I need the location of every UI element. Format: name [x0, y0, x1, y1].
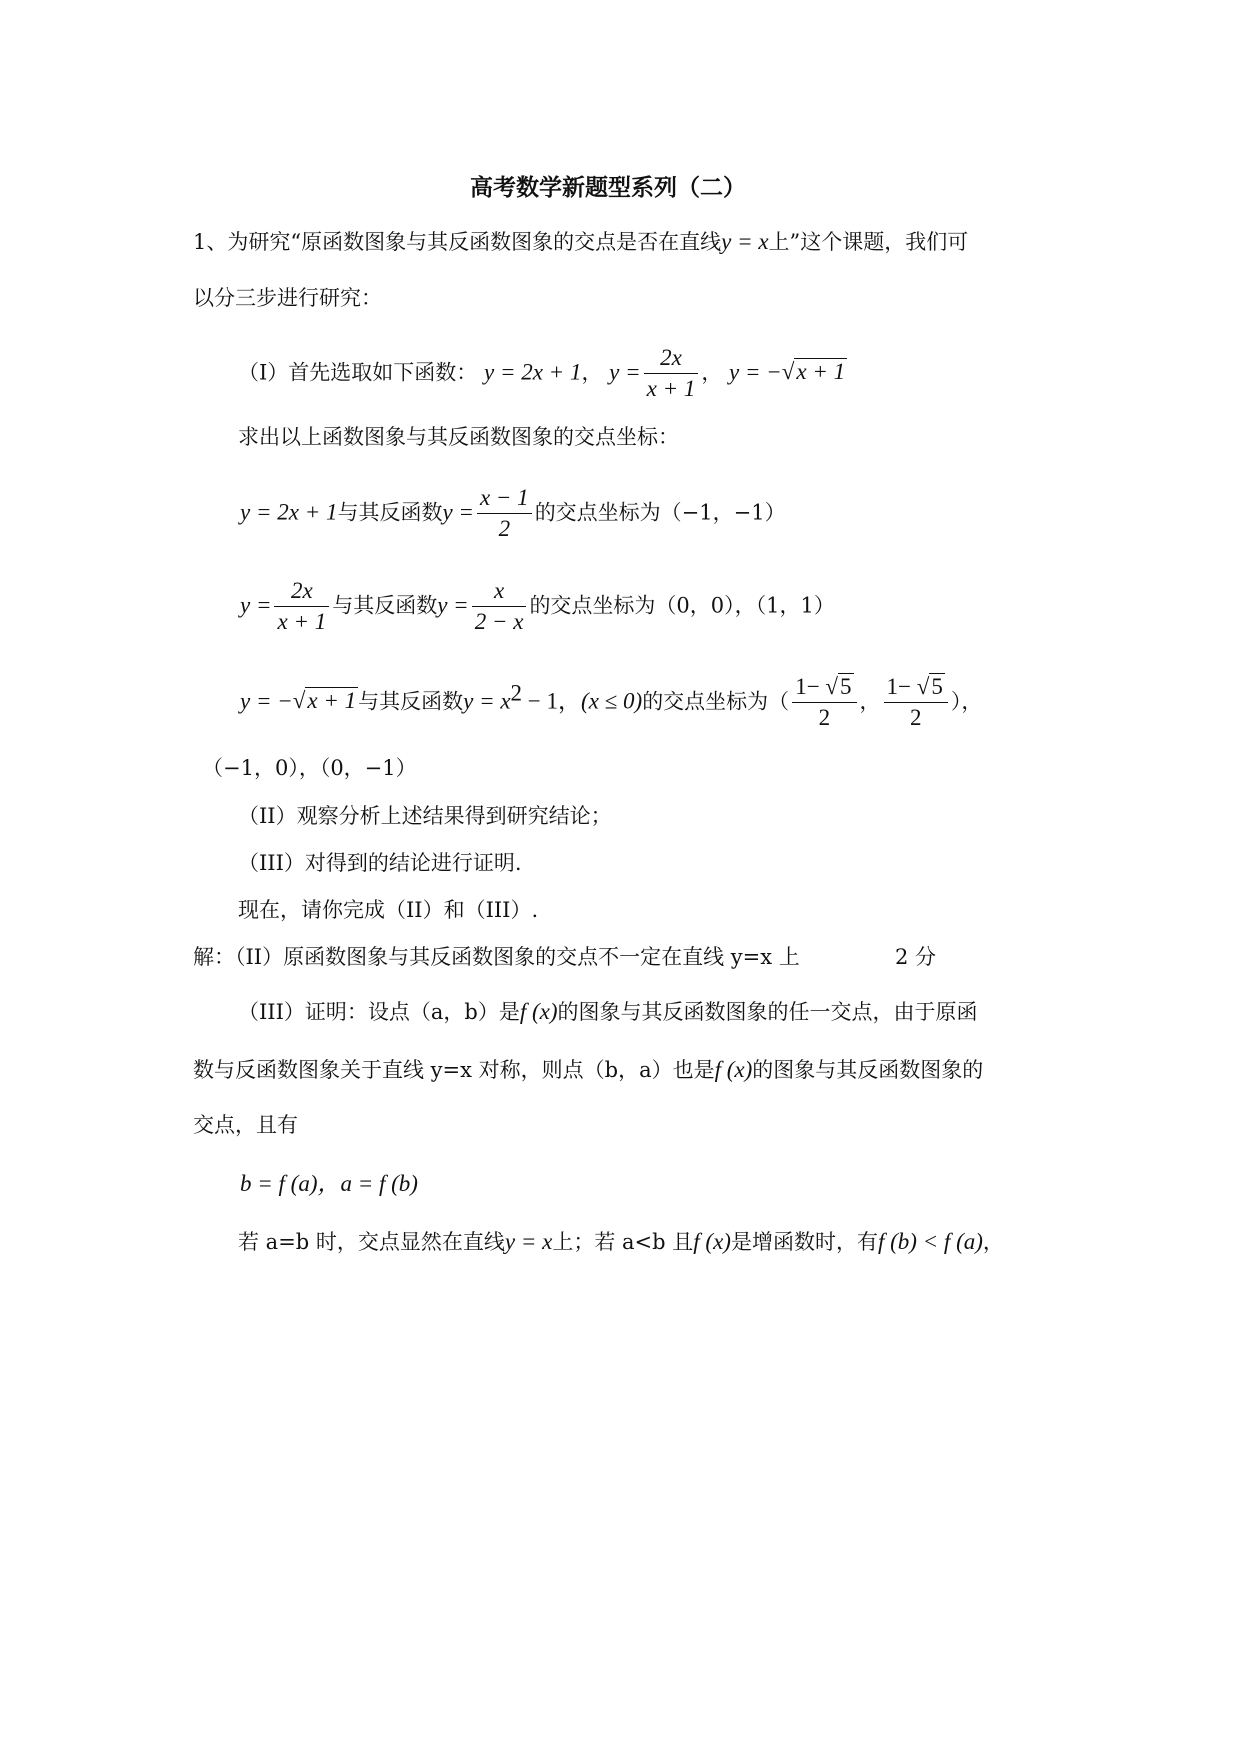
result-3-continued: （−1，0），（0，−1） — [202, 756, 417, 780]
numerator: x − 1 — [477, 485, 532, 514]
func-2-fraction — [644, 345, 699, 403]
solution-line-3 — [193, 1058, 983, 1081]
r3-inv-tail: − 1， — [522, 688, 582, 714]
r3-point-fraction-1 — [792, 674, 856, 732]
sqrt: √5 — [825, 674, 852, 699]
s2-text-b: 的图象与其反函数图象的任一交点，由于原函 — [557, 1000, 978, 1024]
s6-text-b: 上；若 a<b 且 — [552, 1230, 694, 1254]
denominator: 2 — [818, 705, 831, 731]
task: 现在，请你完成（II）和（III）. — [238, 898, 539, 922]
r2-inv-lhs: y = — [437, 592, 469, 618]
s6-inequality: f (b) < f (a) — [877, 1229, 983, 1254]
radicand: 5 — [931, 674, 943, 699]
result-1 — [240, 485, 786, 543]
intro-line-2: 以分三步进行研究： — [193, 286, 382, 310]
solution-line-4: 交点，且有 — [193, 1113, 298, 1137]
func-2-lhs: y = — [609, 359, 641, 385]
num-prefix: 1− — [886, 674, 917, 699]
document-title: 高考数学新题型系列（二） — [470, 174, 746, 201]
func-1: y = 2x + 1 — [483, 359, 582, 385]
solution-score: 2 分 — [895, 945, 937, 969]
intro-line-1 — [193, 230, 968, 253]
step1-instruction: 求出以上函数图象与其反函数图象的交点坐标： — [238, 425, 679, 449]
solution-line-6 — [238, 1230, 1004, 1253]
s3-fx: f (x) — [714, 1057, 753, 1082]
sep: ， — [859, 689, 881, 714]
r3-inv: y = x — [463, 688, 511, 714]
r3-lhs: y = − — [240, 688, 293, 714]
r3-inv-exp: 2 — [510, 680, 523, 706]
sqrt: √5 — [916, 674, 943, 699]
r1-func: y = 2x + 1 — [240, 499, 338, 525]
solution-line-1: 解：（II）原函数图象与其反函数图象的交点不一定在直线 y=x 上 — [193, 945, 800, 969]
r1-inv-fraction — [477, 485, 532, 543]
result-2 — [240, 578, 835, 636]
s6-text-d: ， — [982, 1230, 1004, 1254]
denominator: x + 1 — [646, 376, 696, 402]
numerator: x — [472, 578, 527, 607]
r1-inv-lhs: y = — [442, 499, 474, 525]
r2-lhs: y = — [240, 592, 272, 618]
sep: ， — [581, 360, 603, 385]
r2-text: 与其反函数 — [332, 593, 438, 618]
s6-fx: f (x) — [693, 1229, 731, 1254]
r2-points: 的交点坐标为（0，0），（1，1） — [529, 593, 835, 618]
r3-cond: (x ≤ 0) — [581, 688, 643, 714]
denominator: 2 — [909, 705, 922, 731]
radicand: x + 1 — [796, 359, 846, 385]
s3-text-a: 数与反函数图象关于直线 y=x 对称，则点（b，a）也是 — [193, 1058, 715, 1082]
step1-label: （I）首先选取如下函数： — [238, 360, 478, 385]
num-prefix: 1− — [795, 674, 826, 699]
r3-text: 与其反函数 — [358, 689, 464, 714]
r1-points: 的交点坐标为（−1，−1） — [534, 500, 786, 525]
func-3-sqrt: √x + 1 — [781, 359, 846, 385]
r2-fraction — [274, 578, 329, 636]
intro-text-b: 上”这个课题，我们可 — [768, 230, 969, 254]
denominator: x + 1 — [277, 609, 327, 635]
numerator — [884, 674, 948, 703]
r2-inv-fraction — [472, 578, 527, 636]
s2-fx: f (x) — [519, 999, 558, 1024]
s3-text-b: 的图象与其反函数图象的 — [752, 1058, 984, 1082]
numerator: 2x — [644, 345, 699, 374]
step-3: （III）对得到的结论进行证明. — [238, 851, 522, 875]
solution-equations: b = f (a)，a = f (b) — [240, 1171, 418, 1196]
sep: ， — [701, 360, 723, 385]
step1-functions — [238, 345, 847, 403]
r3-sqrt: √x + 1 — [292, 688, 357, 714]
r1-text: 与其反函数 — [337, 500, 443, 525]
intro-math-y-eq-x: y = x — [721, 229, 769, 254]
denominator: 2 − x — [474, 609, 524, 635]
numerator: 2x — [274, 578, 329, 607]
denominator: 2 — [498, 516, 511, 542]
step-2: （II）观察分析上述结果得到研究结论； — [238, 804, 612, 828]
numerator — [792, 674, 856, 703]
radicand: 5 — [840, 674, 852, 699]
s6-y-eq-x: y = x — [504, 1229, 553, 1254]
s6-text-c: 是增函数时，有 — [730, 1230, 878, 1254]
func-3-lhs: y = − — [729, 359, 782, 385]
r3-points-a: 的交点坐标为（ — [642, 689, 790, 714]
s6-text-a: 若 a=b 时，交点显然在直线 — [238, 1230, 505, 1254]
s2-text-a: （III）证明：设点（a，b）是 — [238, 1000, 520, 1024]
intro-text-a: 1、为研究“原函数图象与其反函数图象的交点是否在直线 — [193, 230, 722, 254]
result-3 — [240, 674, 982, 732]
r3-point-fraction-2 — [884, 674, 948, 732]
radicand: x + 1 — [307, 688, 357, 714]
solution-line-2 — [238, 1000, 978, 1023]
r3-points-b: ）， — [950, 689, 983, 714]
